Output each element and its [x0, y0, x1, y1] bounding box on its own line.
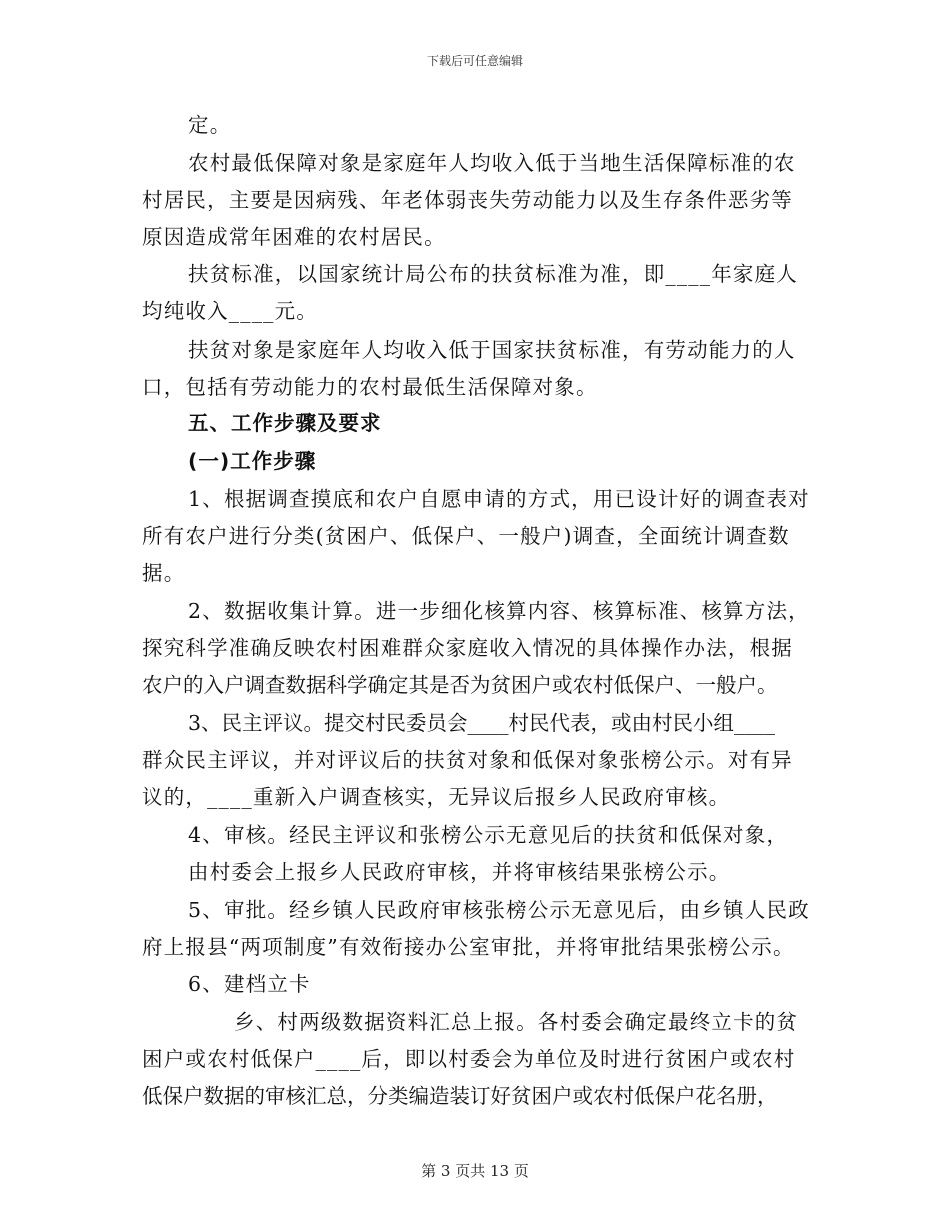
- page-header: 下载后可任意编辑: [426, 54, 523, 68]
- paragraph-line: 扶贫对象是家庭年人均收入低于国家扶贫标准，有劳动能力的人: [188, 338, 796, 362]
- paragraph-line: 扶贫标准，以国家统计局公布的扶贫标准为准，即____年家庭人: [188, 262, 798, 286]
- paragraph-line: 原因造成常年困难的农村居民。: [142, 225, 446, 249]
- paragraph-line: 农村最低保障对象是家庭年人均收入低于当地生活保障标准的农: [188, 151, 796, 175]
- subsection-heading: (一)工作步骤: [188, 449, 317, 473]
- paragraph-line: 低保户数据的审核汇总，分类编造装订好贫困户或农村低保户花名册，: [142, 1084, 778, 1108]
- paragraph-line: 均纯收入____元。: [142, 299, 318, 323]
- step-4-line: 4、审核。经民主评议和张榜公示无意见后的扶贫和低保对象，: [188, 823, 789, 847]
- step-2-line: 2、数据收集计算。进一步细化核算内容、核算标准、核算方法，: [188, 599, 810, 623]
- paragraph-line: 所有农户进行分类(贫困户、低保户、一般户)调查，全面统计调查数: [142, 524, 790, 548]
- paragraph-line: 群众民主评议，并对评议后的扶贫对象和低保对象张榜公示。对有异: [142, 748, 793, 772]
- paragraph-line: 据。: [142, 561, 186, 585]
- paragraph-line: 农户的入户调查数据科学确定其是否为贫困户或农村低保户、一般户。: [142, 673, 778, 697]
- paragraph-line: 困户或农村低保户____后，即以村委会为单位及时进行贫困户或农村: [142, 1047, 796, 1071]
- step-5-line: 5、审批。经乡镇人民政府审核张榜公示无意见后，由乡镇人民政: [188, 898, 810, 922]
- paragraph-line: 口，包括有劳动能力的农村最低生活保障对象。: [142, 375, 598, 399]
- step-6-line: 6、建档立卡: [188, 972, 311, 996]
- paragraph-line: 村居民，主要是因病残、年老体弱丧失劳动能力以及生存条件恶劣等: [142, 188, 793, 212]
- paragraph-line: 乡、村两级数据资料汇总上报。各村委会确定最终立卡的贫: [234, 1010, 799, 1034]
- section-heading: 五、工作步骤及要求: [188, 411, 382, 435]
- paragraph-line: 由村委会上报乡人民政府审核，并将审核结果张榜公示。: [188, 860, 731, 884]
- paragraph-line: 府上报县“两项制度”有效衔接办公室审批，并将审批结果张榜公示。: [142, 935, 795, 959]
- page-footer: 第 3 页共 13 页: [421, 1162, 529, 1180]
- paragraph-line: 议的，____重新入户调查核实，无异议后报乡人民政府审核。: [142, 785, 731, 809]
- paragraph-line: 定。: [188, 113, 232, 137]
- step-3-line: 3、民主评议。提交村民委员会____村民代表，或由村民小组____: [188, 711, 776, 735]
- step-1-line: 1、根据调查摸底和农户自愿申请的方式，用已设计好的调查表对: [188, 487, 810, 511]
- paragraph-line: 探究科学准确反映农村困难群众家庭收入情况的具体操作办法，根据: [142, 636, 793, 660]
